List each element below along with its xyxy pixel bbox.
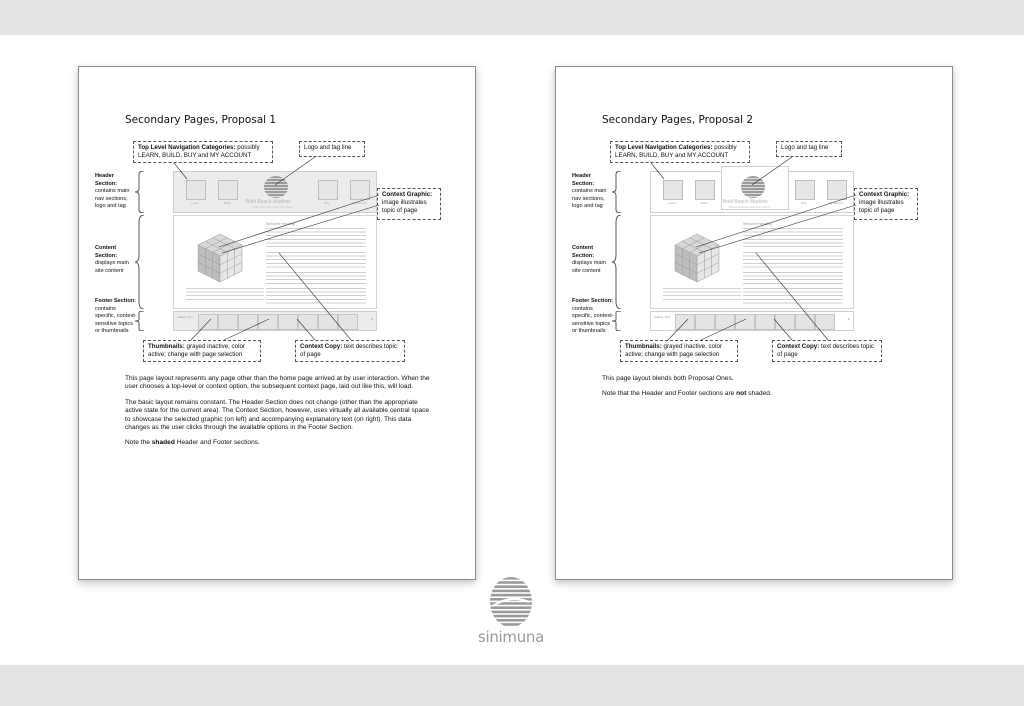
- nav-label: Build: [700, 201, 708, 205]
- section-title: Header Section:: [95, 173, 118, 187]
- context-text-lines: [266, 272, 366, 284]
- thumbnail: [695, 314, 715, 330]
- document-page-proposal-2: [555, 66, 953, 580]
- mockup-content: [650, 215, 854, 309]
- context-text-lines: [743, 252, 843, 268]
- callout-context-graphic: [377, 188, 441, 220]
- striped-globe-icon: [741, 176, 765, 198]
- thumbnail: [278, 314, 298, 330]
- section-title: Header Section:: [572, 173, 595, 187]
- thumbnail: [795, 314, 815, 330]
- note-text: Note the: [125, 439, 152, 447]
- note-text: Note that the Header and Footer sections are: [602, 390, 737, 398]
- thumbnail: [198, 314, 218, 330]
- nav-label: My Account: [828, 201, 844, 205]
- nav-thumb: [218, 180, 238, 200]
- brand-wordmark: sinimuna: [477, 628, 545, 646]
- header-section-label: [572, 173, 614, 211]
- thumbnail: [218, 314, 238, 330]
- content-section-label: [95, 245, 137, 277]
- mockup-tagline: Where the beach meets the market: [729, 206, 770, 209]
- callout-text: text describes topic of page: [777, 343, 874, 358]
- gallery-label: Gallery Text: [177, 315, 193, 319]
- top-band: [0, 0, 1024, 35]
- section-text: contains main nav sections, logo and tag: [572, 188, 607, 210]
- nav-label: Buy: [324, 201, 330, 205]
- section-text: contains specific, context-sensitive topics or thumbnails: [572, 305, 614, 335]
- body-paragraph: This page layout blends both Proposal Ones.: [602, 375, 734, 382]
- callout-thumbnails: [143, 340, 261, 362]
- mockup-tagline: Where the beach meets the market: [252, 206, 293, 209]
- content-section-label: [572, 245, 614, 277]
- nav-thumb: [350, 180, 370, 200]
- sinimuna-logo: [470, 574, 552, 654]
- callout-text: Logo and tag line: [304, 144, 352, 151]
- callout-label: Thumbnails:: [148, 343, 185, 350]
- nav-thumb: [186, 180, 206, 200]
- thumbnail: [258, 314, 278, 330]
- nav-label: Buy: [801, 201, 807, 205]
- callout-context-copy: [295, 340, 405, 362]
- callout-text: grayed inactive, color active; change with page selection: [625, 343, 722, 358]
- note-emphasis: shaded: [151, 439, 175, 447]
- callout-label: Top Level Navigation Categories:: [615, 144, 713, 151]
- callout-text: possibly LEARN, BUILD, BUY and MY ACCOUNT: [615, 144, 737, 159]
- note-text: shaded.: [746, 390, 772, 398]
- context-text-lines: [266, 252, 366, 268]
- callout-label: Context Graphic:: [382, 191, 433, 198]
- context-text-lines: [266, 228, 366, 248]
- callout-top-level-navigation: [133, 141, 273, 163]
- callout-logo: [776, 141, 842, 157]
- thumbnail: [815, 314, 835, 330]
- callout-text: Logo and tag line: [781, 144, 829, 151]
- callout-text: grayed inactive, color active; change with page selection: [148, 343, 245, 358]
- section-text: contains main nav sections, logo and tag: [95, 188, 130, 210]
- callout-top-level-navigation: [610, 141, 750, 163]
- callout-context-copy: [772, 340, 882, 362]
- callout-text: image illustrates topic of page: [382, 199, 427, 214]
- body-paragraph-note: [602, 390, 908, 398]
- thumbnail: [715, 314, 735, 330]
- callout-label: Context Graphic:: [859, 191, 910, 198]
- mockup-footer: [650, 311, 854, 331]
- nav-label: Learn: [191, 201, 199, 205]
- content-brace: [135, 215, 145, 309]
- section-title: Footer Section:: [95, 298, 137, 304]
- section-title: Content Section:: [572, 245, 595, 259]
- context-text-lines: [743, 288, 843, 306]
- chevron-right-icon: ▸: [847, 316, 850, 321]
- context-heading: Welcome Heading: [743, 222, 772, 226]
- nav-label: My Account: [351, 201, 367, 205]
- callout-text: possibly LEARN, BUILD, BUY and MY ACCOUNT: [138, 144, 260, 159]
- section-text: displays main site content: [95, 260, 129, 274]
- header-section-label: [95, 173, 137, 211]
- striped-globe-icon: [264, 176, 288, 198]
- thumbnail: [318, 314, 338, 330]
- page-title: Secondary Pages, Proposal 1: [125, 114, 277, 126]
- nav-thumb: [827, 180, 847, 200]
- context-text-lines: [743, 228, 843, 248]
- thumbnail: [338, 314, 358, 330]
- callout-text: image illustrates topic of page: [859, 199, 904, 214]
- callout-label: Thumbnails:: [625, 343, 662, 350]
- context-text-lines: [743, 272, 843, 284]
- nav-thumb: [663, 180, 683, 200]
- context-text-lines: [266, 288, 366, 306]
- footer-section-label: [572, 298, 614, 346]
- page-title: Secondary Pages, Proposal 2: [602, 114, 754, 126]
- mockup-footer: [173, 311, 377, 331]
- mockup-brand: Bold Beach Markets: [723, 199, 768, 205]
- page-body-text: [602, 375, 908, 406]
- document-page-proposal-1: [78, 66, 476, 580]
- note-text: Header and Footer sections.: [174, 439, 260, 447]
- page-body-text: [125, 375, 431, 455]
- nav-thumb: [795, 180, 815, 200]
- wireframe-mockup: [650, 171, 854, 331]
- body-paragraph: The basic layout remains constant. The Header Section does not change (other than the appropriate active state for the current area). The Context Section, however, uses virtually all available central space to showcase the selected graphic (on left) and accompanying explanatory text (on right). This data changes as the user clicks through the available options in the Footer Section.: [125, 398, 430, 432]
- thumbnail: [298, 314, 318, 330]
- note-emphasis: not: [736, 390, 747, 398]
- striped-globe-icon: [489, 576, 533, 628]
- section-text: contains specific, context-sensitive topics or thumbnails: [95, 305, 137, 335]
- context-heading: Welcome Heading: [266, 222, 295, 226]
- thumbnail: [735, 314, 755, 330]
- nav-label: Learn: [668, 201, 676, 205]
- footer-brace: [135, 311, 145, 331]
- nav-thumb: [695, 180, 715, 200]
- nav-label: Build: [223, 201, 231, 205]
- body-paragraph-note: [125, 439, 431, 447]
- callout-label: Top Level Navigation Categories:: [138, 144, 236, 151]
- mockup-header: [173, 171, 377, 213]
- section-text: displays main site content: [572, 260, 606, 274]
- graphic-caption-lines: [186, 288, 264, 302]
- graphic-caption-lines: [663, 288, 741, 302]
- thumbnail: [775, 314, 795, 330]
- mockup-brand: Bold Beach Markets: [246, 199, 291, 205]
- thumbnail: [755, 314, 775, 330]
- header-brace: [612, 171, 622, 213]
- callout-label: Context Copy:: [777, 343, 820, 350]
- thumbnail: [675, 314, 695, 330]
- mockup-content: [173, 215, 377, 309]
- content-brace: [612, 215, 622, 309]
- footer-brace: [612, 311, 622, 331]
- chevron-right-icon: ▸: [370, 316, 373, 321]
- callout-thumbnails: [620, 340, 738, 362]
- callout-text: text describes topic of page: [300, 343, 397, 358]
- section-title: Footer Section:: [572, 298, 614, 304]
- thumbnail: [238, 314, 258, 330]
- footer-section-label: [95, 298, 137, 346]
- callout-logo: [299, 141, 365, 157]
- nav-thumb: [318, 180, 338, 200]
- cube-graphic-icon: [673, 232, 721, 284]
- callout-context-graphic: [854, 188, 918, 220]
- gallery-label: Gallery Text: [654, 315, 670, 319]
- wireframe-mockup: [173, 171, 377, 331]
- mockup-header: [650, 171, 854, 213]
- cube-graphic-icon: [196, 232, 244, 284]
- section-title: Content Section:: [95, 245, 118, 259]
- bottom-band: [0, 665, 1024, 706]
- callout-label: Context Copy:: [300, 343, 343, 350]
- body-paragraph: This page layout represents any page other than the home page arrived at by user interaction. When the user chooses a top-level or context option, the subsequent context page, laid out like this, will load.: [125, 375, 430, 391]
- header-brace: [135, 171, 145, 213]
